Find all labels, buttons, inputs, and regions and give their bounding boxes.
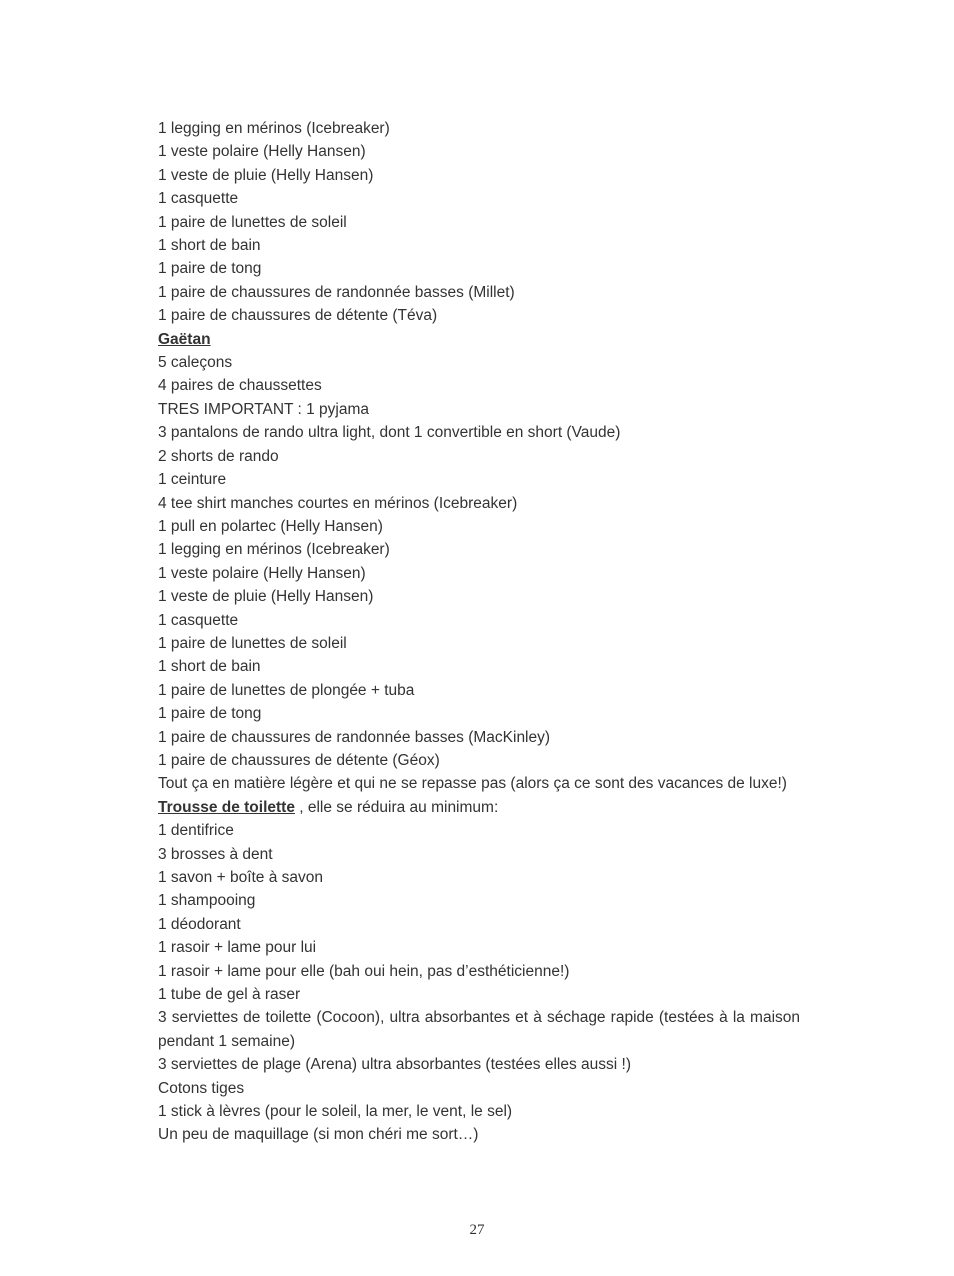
gaetan-section	[158, 328, 800, 796]
list-item: 1 veste polaire (Helly Hansen)	[158, 143, 366, 161]
list-item: 1 paire de lunettes de soleil	[158, 213, 347, 231]
list-item: 1 paire de chaussures de randonnée basses (Millet)	[158, 283, 515, 301]
clothing-list-continued	[158, 117, 800, 328]
list-item: 1 paire de chaussures de randonnée basses (MacKinley)	[158, 728, 551, 746]
list-item: 1 paire de tong	[158, 705, 262, 723]
list-item: 1 déodorant	[158, 915, 241, 933]
gaetan-note: Tout ça en matière légère et qui ne se repasse pas (alors ça ce sont des vacances de luxe!)	[158, 775, 787, 793]
document-body	[158, 117, 800, 1147]
list-item: 1 short de bain	[158, 658, 261, 676]
list-item: 1 paire de chaussures de détente (Téva)	[158, 307, 438, 325]
gaetan-heading-line	[158, 328, 800, 351]
list-item: 1 legging en mérinos (Icebreaker)	[158, 541, 390, 559]
list-item: 3 brosses à dent	[158, 845, 273, 863]
list-item: 1 pull en polartec (Helly Hansen)	[158, 517, 383, 535]
gaetan-heading: Gaëtan	[158, 330, 211, 348]
list-item: 1 dentifrice	[158, 822, 234, 840]
list-item: 1 short de bain	[158, 237, 261, 255]
list-item: 1 paire de chaussures de détente (Géox)	[158, 751, 440, 769]
list-item: 3 pantalons de rando ultra light, dont 1 convertible en short (Vaude)	[158, 424, 621, 442]
list-item: 1 veste de pluie (Helly Hansen)	[158, 588, 374, 606]
list-item: TRES IMPORTANT : 1 pyjama	[158, 400, 370, 418]
list-item: 1 tube de gel à raser	[158, 986, 301, 1004]
list-item: 1 veste polaire (Helly Hansen)	[158, 564, 366, 582]
list-item: 1 casquette	[158, 190, 239, 208]
list-item: 2 shorts de rando	[158, 447, 279, 465]
list-item: 1 rasoir + lame pour elle (bah oui hein, pas d’esthéticienne!)	[158, 962, 570, 980]
list-item: 4 tee shirt manches courtes en mérinos (Icebreaker)	[158, 494, 518, 512]
list-item: 1 ceinture	[158, 471, 227, 489]
list-item: 1 casquette	[158, 611, 239, 629]
list-item: Cotons tiges	[158, 1079, 245, 1097]
list-item: Un peu de maquillage (si mon chéri me sort…)	[158, 1126, 479, 1144]
list-item: 1 paire de tong	[158, 260, 262, 278]
page-number: 27	[469, 1222, 485, 1238]
list-item: 1 rasoir + lame pour lui	[158, 939, 317, 957]
list-item: 1 paire de lunettes de soleil	[158, 634, 347, 652]
list-item: 3 serviettes de plage (Arena) ultra absorbantes (testées elles aussi !)	[158, 1056, 631, 1074]
list-item: 1 stick à lèvres (pour le soleil, la mer, le vent, le sel)	[158, 1103, 513, 1121]
trousse-heading: Trousse de toilette	[158, 798, 295, 816]
trousse-heading-line	[158, 796, 800, 819]
list-item: 5 caleçons	[158, 354, 233, 372]
list-item: 1 paire de lunettes de plongée + tuba	[158, 681, 415, 699]
trousse-section	[158, 796, 800, 1147]
trousse-heading-suffix: , elle se réduira au minimum:	[294, 798, 499, 816]
list-item: 1 veste de pluie (Helly Hansen)	[158, 166, 374, 184]
list-item: 1 savon + boîte à savon	[158, 869, 324, 886]
list-item: 4 paires de chaussettes	[158, 377, 322, 395]
list-item: 1 shampooing	[158, 892, 256, 910]
list-item: 1 legging en mérinos (Icebreaker)	[158, 120, 390, 137]
towels-item: 3 serviettes de toilette (Cocoon), ultra absorbantes et à séchage rapide (testées à la maison pendant 1 semaine)	[158, 1009, 800, 1050]
